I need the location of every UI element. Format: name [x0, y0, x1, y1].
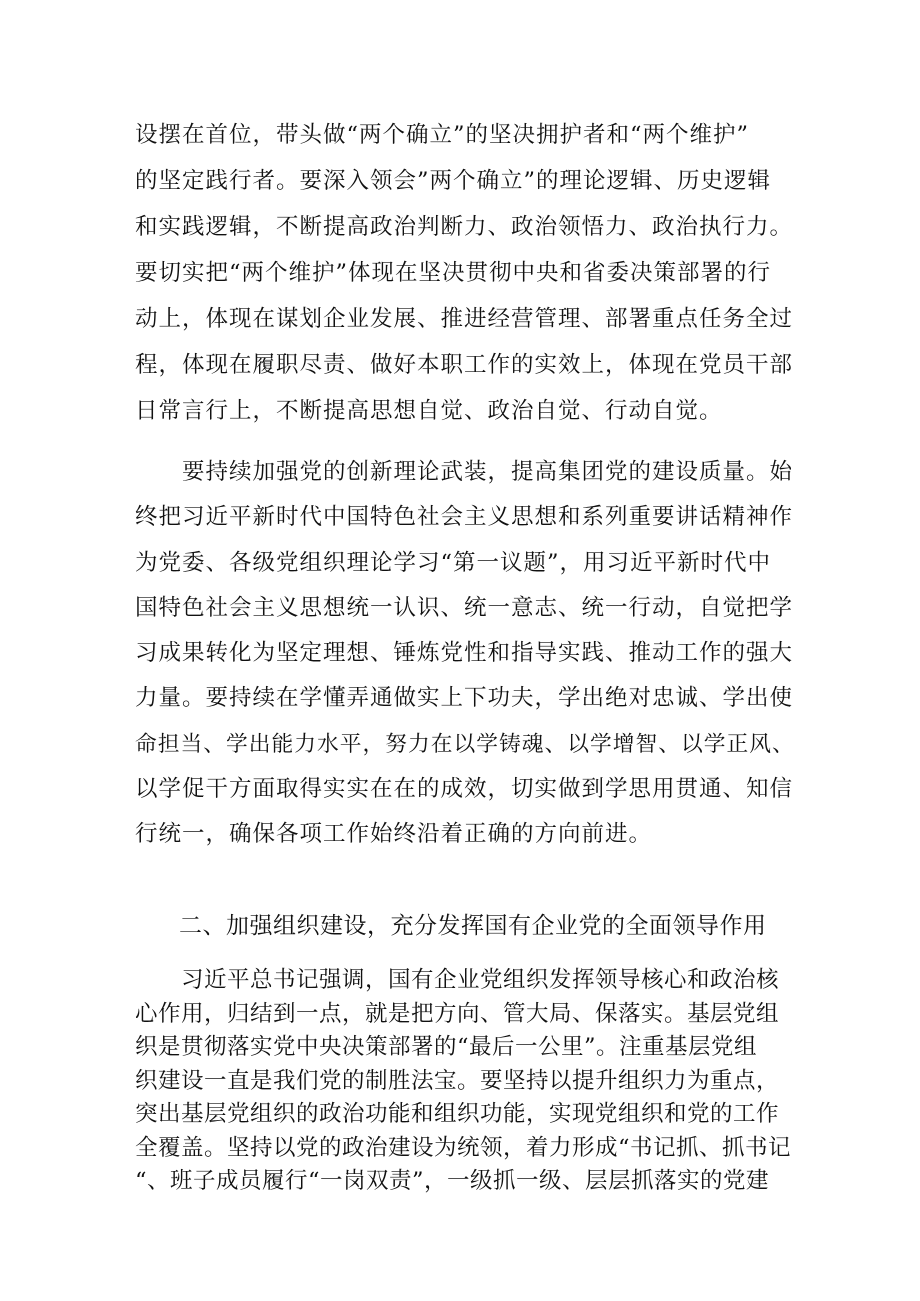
text-line: 行统一，确保各项工作始终沿着正确的方向前进。: [135, 821, 653, 848]
text-line: 心作用，归结到一点，就是把方向、管大局、保落实。基层党组: [135, 1000, 780, 1027]
text-line: 要持续加强党的创新理论武装，提高集团党的建设质量。始: [135, 459, 794, 485]
text-line: 力量。要持续在学懂弄通做实上下功夫，学出绝对忠诚、学出使: [135, 685, 794, 712]
text-line: 的坚定践行者。要深入领会”两个确立”的理论逻辑、历史逻辑: [135, 168, 772, 194]
text-line: 动上，体现在谋划企业发展、推进经营管理、部署重点任务全过: [135, 306, 794, 332]
section-heading-text: 二、加强组织建设，充分发挥国有企业党的全面领导作用: [179, 913, 767, 939]
text-line: 程，体现在履职尽责、做好本职工作的实效上，体现在党员干部: [135, 352, 794, 378]
text-line: 命担当、学出能力水平，努力在以学铸魂、以学增智、以学正风、: [135, 731, 795, 757]
text-line: 为党委、各级党组织理论学习“第一议题”，用习近平新时代中: [135, 549, 772, 576]
text-line: 日常言行上，不断提高思想自觉、政治自觉、行动自觉。: [135, 398, 723, 424]
section-heading: [135, 904, 795, 948]
text-line: 突出基层党组织的政治功能和组织功能，实现党组织和党的工作: [135, 1101, 780, 1127]
paragraph-1: [135, 112, 795, 434]
text-line: 设摆在首位，带头做“两个确立”的坚决拥护者和“两个维护”: [135, 122, 750, 148]
text-line: 国特色社会主义思想统一认识、统一意志、统一行动，自觉把学: [135, 594, 794, 621]
text-line: 习近平总书记强调，国有企业党组织发挥领导核心和政治核: [135, 967, 780, 993]
text-line: 习成果转化为坚定理想、锤炼党性和指导实践、推动工作的强大: [135, 640, 794, 667]
text-line: 全覆盖。坚持以党的政治建设为统领，着力形成“书记抓、抓书记: [135, 1134, 792, 1161]
text-line: 以学促干方面取得实实在在的成效，切实做到学思用贯通、知信: [135, 776, 794, 803]
text-line: 织建设一直是我们党的制胜法宝。要坚持以提升组织力为重点，: [135, 1067, 780, 1094]
text-line: 和实践逻辑，不断提高政治判断力、政治领悟力、政治执行力。: [135, 214, 794, 240]
text-line: 终把习近平新时代中国特色社会主义思想和系列重要讲话精神作: [135, 504, 794, 531]
text-line: “、班子成员履行“一岗双责”，一级抓一级、层层抓落实的党建: [135, 1168, 770, 1194]
paragraph-3: [135, 964, 795, 1199]
text-line: 要切实把“两个维护”体现在坚决贯彻中央和省委决策部署的行: [135, 260, 772, 286]
text-line: 织是贯彻落实党中央决策部署的“最后一公里”。注重基层党组: [135, 1034, 758, 1060]
paragraph-2: [135, 450, 795, 858]
